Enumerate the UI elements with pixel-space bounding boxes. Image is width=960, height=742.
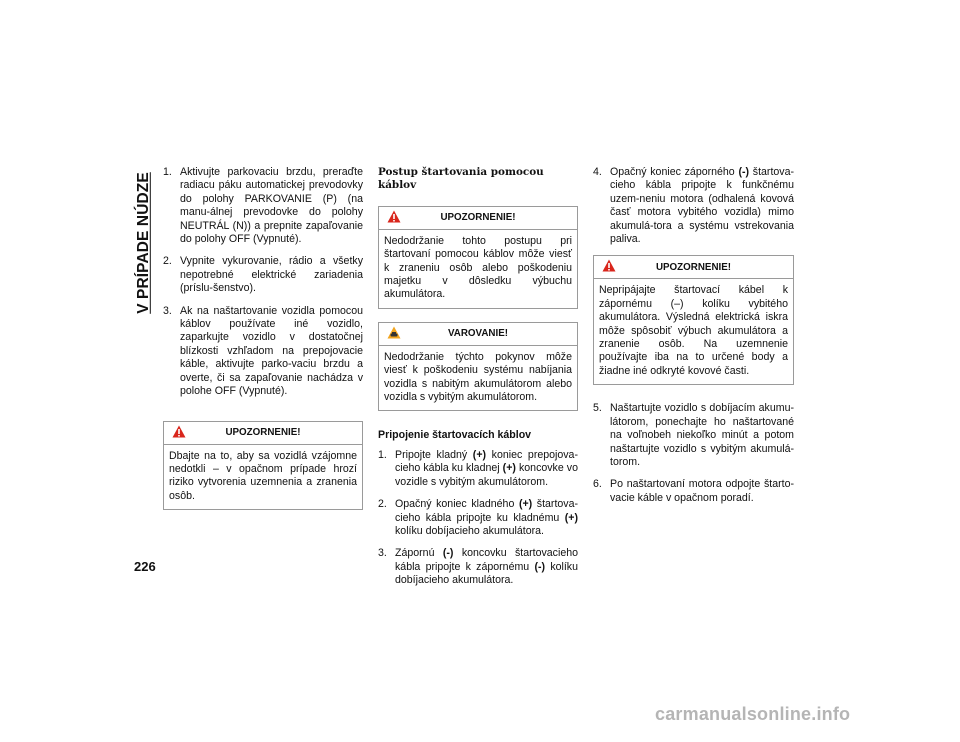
polarity-symbol: (-)	[534, 560, 546, 573]
list-item	[593, 478, 794, 505]
step-text: koncovke vo vozidle s vybitým akumulátorom.	[395, 462, 578, 488]
step-number: 3.	[378, 547, 387, 560]
step-number: 2.	[378, 498, 387, 511]
watermark[interactable]: carmanualsonline.info	[655, 704, 851, 724]
step-text: štartova-cieho kábla pripojte k funkčnému uzem-neniu motora (odhalená kovová časť motora vybitého vozidla) mimo akumulá-tora a systému vstrekovania paliva.	[610, 166, 795, 246]
step-text: Po naštartovaní motora odpojte štarto-vacie káble v opačnom poradí.	[610, 478, 794, 504]
warning-triangle-icon	[602, 259, 616, 272]
step-text: Naštartujte vozidlo s dobíjacím akumu-látorom, ponechajte ho naštartované na voľnobeh niekoľko minút a potom naštartujte vozidlo s vybitým akumulá-torom.	[610, 402, 794, 468]
caution-box-header	[379, 207, 577, 230]
page-number: 226	[134, 559, 156, 574]
polarity-symbol: (-)	[738, 166, 750, 178]
column-1	[163, 166, 363, 523]
warning-triangle-icon	[172, 425, 186, 438]
polarity-symbol: (-)	[442, 547, 454, 560]
polarity-symbol: (+)	[472, 448, 487, 461]
column-2	[378, 166, 578, 597]
warning-box	[593, 255, 794, 385]
step-text: kolíku dobíjacieho akumulátora.	[395, 524, 544, 537]
notice-box-header	[379, 323, 577, 346]
list-item	[163, 305, 363, 399]
section-heading: Postup štartovania pomocou káblov	[378, 166, 544, 192]
section-side-title	[134, 163, 154, 323]
notice-text: Nedodržanie týchto pokynov môže viesť k poškodeniu systému nabíjania vozidla s nabitým akumulátorom alebo vozidla s vybitým akumulátorom.	[384, 350, 572, 404]
column-3	[593, 166, 794, 514]
step-text: štartova-cieho kábla pripojte ku kladnému	[395, 498, 578, 524]
step-number: 6.	[593, 478, 602, 491]
polarity-symbol: (+)	[502, 462, 516, 475]
step-number: 1.	[378, 448, 387, 461]
warning-text: Dbajte na to, aby sa vozidlá vzájomne nedotkli – v opačnom prípade hrozí riziko vytvorenia uzemnenia a zranenia osôb.	[169, 449, 357, 502]
step-text: kolíku dobíjacieho akumulátora.	[395, 560, 578, 587]
step-text: Zápornú	[395, 547, 443, 560]
step-text: Ak na naštartovanie vozidla pomocou káblov používate iné vozidlo, zaparkujte vozidlo v dostatočnej blízkosti vzhľadom na prepojovacie káble, aktivujte parko-vaciu brzdu a overte, či sa zapaľovanie nachádza v polohe OFF (Vypnuté).	[180, 304, 363, 398]
subheading: Pripojenie štartovacích káblov	[378, 429, 532, 442]
step-number: 3.	[163, 304, 172, 317]
step-number: 4.	[593, 166, 602, 178]
step-number: 1.	[163, 166, 172, 178]
notice-title: VAROVANIE!	[447, 328, 509, 340]
warning-box-header	[164, 422, 362, 445]
warning-box-header	[594, 256, 793, 279]
warning-text: Nepripájajte štartovací kábel k zápornému (–) kolíku vybitého akumulátora. Výsledná elektrická iskra môže spôsobiť výbuch akumulátora a zranenie osôb. Na uzemnenie používajte iba na to určené body a žiadne iné odkryté kovové časti.	[599, 284, 788, 377]
caution-box	[378, 206, 578, 309]
step-text: Vypnite vykurovanie, rádio a všetky nepotrebné elektrické zariadenia (príslu-šenstvo).	[180, 255, 363, 295]
warning-triangle-icon	[387, 210, 401, 223]
notice-box	[378, 322, 578, 412]
list-item	[593, 166, 794, 246]
step-number: 2.	[163, 255, 172, 268]
warning-box	[163, 421, 363, 511]
polarity-symbol: (+)	[564, 511, 578, 524]
step-list	[593, 402, 794, 505]
step-list	[163, 166, 363, 399]
step-text: Pripojte kladný	[395, 448, 473, 461]
list-item	[593, 402, 794, 469]
warning-title: UPOZORNENIE!	[655, 261, 732, 273]
step-list	[593, 166, 794, 246]
step-list	[378, 449, 578, 588]
car-warning-icon	[387, 326, 401, 339]
step-number: 5.	[593, 402, 602, 415]
step-text: Aktivujte parkovaciu brzdu, preraďte radiacu páku automatickej prevodovky do polohy PARKOVANIE (P) (na manu-álnej prevodovke do polohy NEUTRÁL (N)) a prepnite zapaľovanie do polohy OFF (Vypnuté).	[180, 166, 363, 246]
step-text: Opačný koniec kladného	[395, 498, 519, 511]
polarity-symbol: (+)	[518, 498, 533, 511]
list-item	[163, 166, 363, 246]
list-item	[163, 255, 363, 295]
step-text: koncovku štartovacieho kábla pripojte k zápornému	[395, 547, 578, 573]
step-text: koniec prepojova-cieho kábla ku kladnej	[395, 448, 578, 475]
list-item	[378, 547, 578, 587]
list-item	[378, 498, 578, 538]
warning-title: UPOZORNENIE!	[225, 426, 301, 438]
list-item	[378, 449, 578, 489]
step-text: Opačný koniec záporného	[610, 166, 739, 178]
section-title-text: V PRÍPADE NÚDZE	[135, 172, 152, 314]
caution-text: Nedodržanie tohto postupu pri štartovaní pomocou káblov môže viesť k zraneniu osôb alebo poškodeniu majetku v dôsledku výbuchu akumulátora.	[384, 234, 572, 301]
caution-title: UPOZORNENIE!	[440, 212, 516, 224]
